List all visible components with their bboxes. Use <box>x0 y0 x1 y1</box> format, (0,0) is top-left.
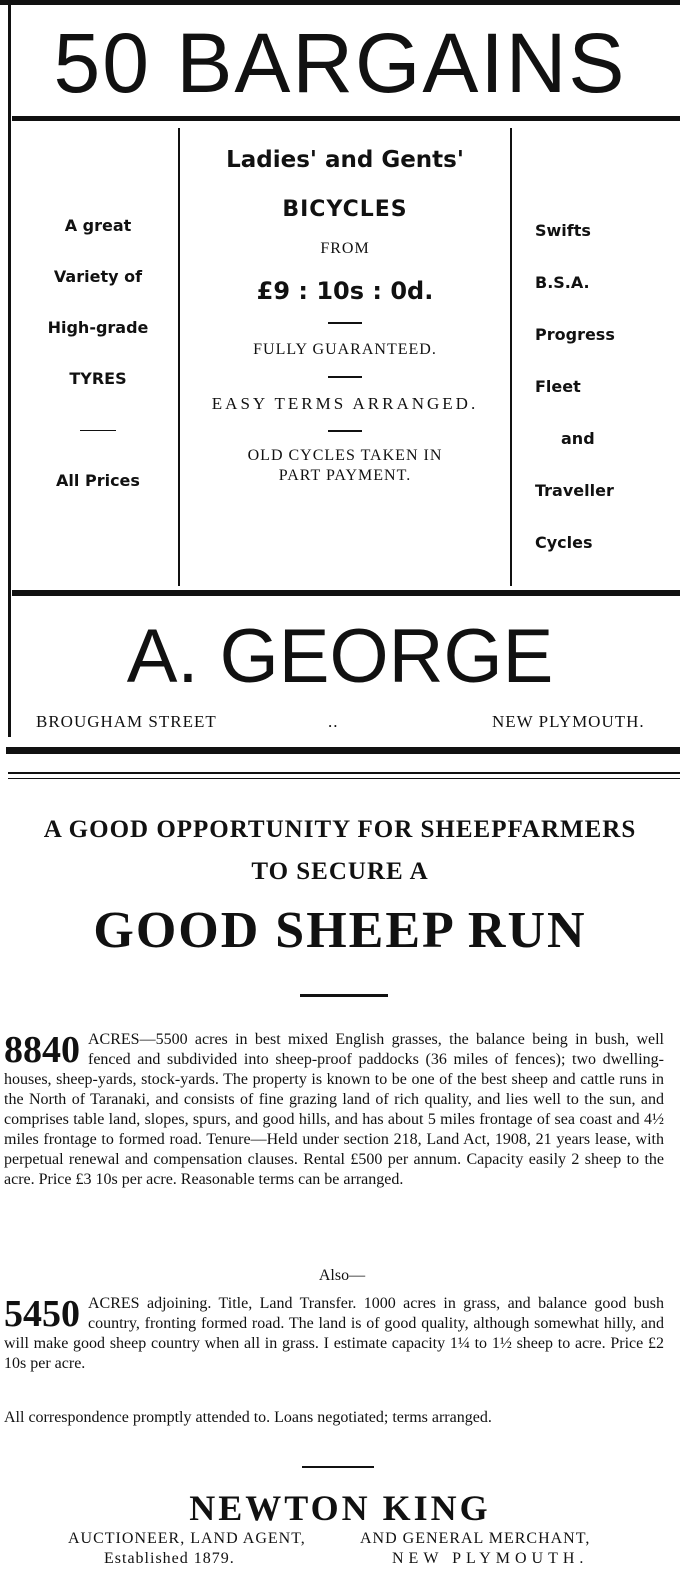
ad-headline: 50 BARGAINS <box>53 16 627 110</box>
listing-description: ACRES—5500 acres in best mixed English grasses, the balance being in bush, well fenced and subdivided into sheep-proof paddocks (36 miles of fences); two dwelling-houses, sheep-yards, stock-yards. The property is known to be one of the best sheep and cattle runs in the North of Taranaki, and consists of fine grazing land of rich quality, and lies well to the sun, and comprises table land, slopes, spurs, and good hills, and has about 5 miles frontage of sea coast and 4½ miles frontage to formed road. Tenure—Held under section 218, Land Act, 1908, 21 years lease, with perpetual renewal and compensation clauses. Rental £500 per annum. Capacity easily 2 sheep to the acre. Price £3 10s per acre. Reasonable terms can be arranged. <box>4 1031 664 1188</box>
merchant-name: A. GEORGE <box>126 614 554 699</box>
address-separator: .. <box>328 712 339 731</box>
middle-dash <box>180 362 510 392</box>
street-address: BROUGHAM STREET <box>36 712 217 731</box>
tyres-line: All Prices <box>56 471 140 490</box>
occupation-line: AUCTIONEER, LAND AGENT, <box>68 1530 306 1547</box>
part-payment-text: PART PAYMENT. <box>278 467 412 484</box>
brand-line: B.S.A. <box>535 273 590 292</box>
tyres-line: A great <box>64 216 132 235</box>
listing-description: ACRES adjoining. Title, Land Transfer. 1000 acres in grass, and balance good bush country, fronting formed road. The land is of good quality, although somewhat hilly, and will make good sheep country when all in grass. I estimate capacity 1¼ to 1½ sheep to acre. Price £2 10s per acre. <box>4 1295 664 1372</box>
headline-secure: TO SECURE A <box>251 858 429 885</box>
acreage-number: 5450 <box>4 1293 80 1335</box>
town-address: NEW PLYMOUTH. <box>492 712 645 731</box>
separator-rule <box>8 772 680 774</box>
separator-rule <box>8 778 680 779</box>
brand-line: Traveller <box>535 481 614 500</box>
top-border <box>0 0 680 5</box>
bicycles-column <box>180 140 510 486</box>
brand-line: and <box>561 429 595 448</box>
terms-text: EASY TERMS ARRANGED. <box>211 394 479 413</box>
divider-rule <box>12 116 680 121</box>
column-dash <box>18 404 178 455</box>
column-rule-right <box>510 128 512 586</box>
bicycles-heading: Ladies' and Gents' <box>226 147 464 173</box>
bicycles-subheading: BICYCLES <box>282 197 408 222</box>
brand-line: Fleet <box>535 377 581 396</box>
old-cycles-text: OLD CYCLES TAKEN IN <box>247 447 443 464</box>
merchant-name: NEWTON KING <box>189 1488 491 1528</box>
listing-5450 <box>4 1294 664 1374</box>
headline-opportunity: A GOOD OPPORTUNITY FOR SHEEPFARMERS <box>43 816 637 843</box>
guarantee-text: FULLY GUARANTEED. <box>253 341 437 358</box>
middle-dash <box>180 416 510 446</box>
middle-dash <box>180 308 510 338</box>
also-label: Also— <box>318 1267 366 1284</box>
tyres-line: High-grade <box>47 318 149 337</box>
brands-column <box>535 205 665 569</box>
tyres-line: Variety of <box>53 267 143 286</box>
bicycle-price: £9 : 10s : 0d. <box>256 277 434 305</box>
listing-8840 <box>4 1030 664 1190</box>
town-line: NEW PLYMOUTH. <box>392 1550 589 1567</box>
brand-line: Swifts <box>535 221 591 240</box>
brand-line: Progress <box>535 325 615 344</box>
occupation-line: AND GENERAL MERCHANT, <box>360 1530 591 1547</box>
bottom-border <box>6 747 680 754</box>
acreage-number: 8840 <box>4 1029 80 1071</box>
headline-sheep-run: GOOD SHEEP RUN <box>93 902 587 959</box>
established-line: Established 1879. <box>104 1550 235 1567</box>
tyres-column <box>18 200 178 506</box>
correspondence-note: All correspondence promptly attended to. Loans negotiated; terms arranged. <box>4 1409 492 1426</box>
from-label: FROM <box>320 240 370 257</box>
tyres-line: TYRES <box>69 369 127 388</box>
brand-line: Cycles <box>535 533 593 552</box>
ornament-rule <box>300 994 388 997</box>
divider-rule <box>12 590 680 596</box>
ornament-rule <box>302 1466 374 1468</box>
